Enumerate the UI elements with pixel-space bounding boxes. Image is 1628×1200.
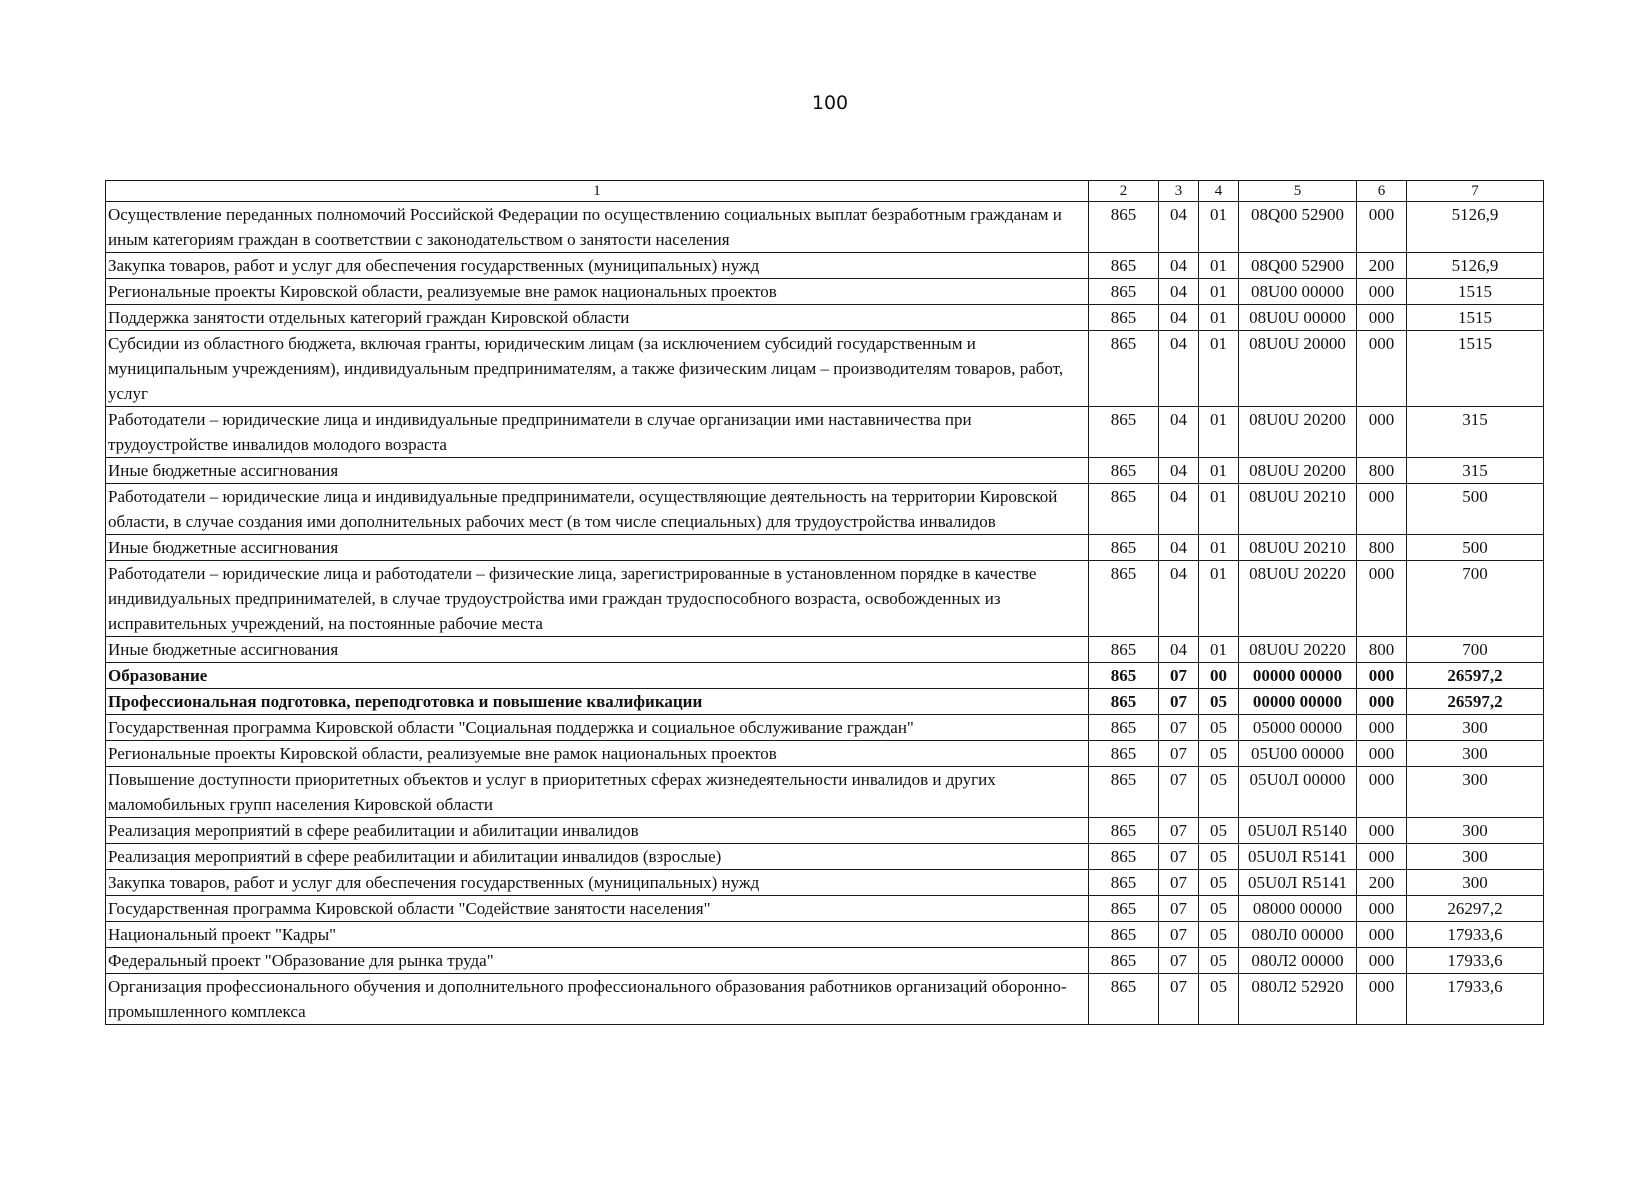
row-expense-type-cell: 000 [1357,922,1407,948]
row-amount-cell: 300 [1407,767,1544,818]
row-expense-type-cell: 000 [1357,279,1407,305]
row-expense-type-cell: 000 [1357,818,1407,844]
row-target-article-cell: 05U00 00000 [1239,741,1357,767]
row-amount-cell: 315 [1407,458,1544,484]
row-name-cell: Закупка товаров, работ и услуг для обеспечения государственных (муниципальных) нужд [106,870,1089,896]
header-cell: 7 [1407,181,1544,202]
row-target-article-cell: 08U0U 20220 [1239,637,1357,663]
row-amount-cell: 300 [1407,870,1544,896]
row-code-cell: 865 [1089,279,1159,305]
table-row [106,896,1544,922]
row-subsection-cell: 01 [1199,253,1239,279]
table-row [106,331,1544,407]
row-code-cell: 865 [1089,458,1159,484]
row-name-cell: Государственная программа Кировской области "Содействие занятости населения" [106,896,1089,922]
row-code-cell: 865 [1089,663,1159,689]
row-amount-cell: 26297,2 [1407,896,1544,922]
row-amount-cell: 1515 [1407,279,1544,305]
row-target-article-cell: 05U0Л R5140 [1239,818,1357,844]
row-target-article-cell: 05000 00000 [1239,715,1357,741]
row-code-cell: 865 [1089,715,1159,741]
row-section-cell: 04 [1159,535,1199,561]
table-row [106,407,1544,458]
row-target-article-cell: 08U0U 20220 [1239,561,1357,637]
table-row [106,202,1544,253]
row-expense-type-cell: 800 [1357,535,1407,561]
row-amount-cell: 700 [1407,561,1544,637]
row-subsection-cell: 01 [1199,202,1239,253]
row-subsection-cell: 05 [1199,844,1239,870]
row-section-cell: 04 [1159,561,1199,637]
row-name-cell: Повышение доступности приоритетных объектов и услуг в приоритетных сферах жизнедеятельности инвалидов и других маломобильных групп населения Кировской области [106,767,1089,818]
row-name-cell: Региональные проекты Кировской области, реализуемые вне рамок национальных проектов [106,741,1089,767]
row-section-cell: 04 [1159,279,1199,305]
row-subsection-cell: 01 [1199,458,1239,484]
header-cell: 5 [1239,181,1357,202]
row-expense-type-cell: 000 [1357,407,1407,458]
row-expense-type-cell: 000 [1357,741,1407,767]
row-amount-cell: 315 [1407,407,1544,458]
row-name-cell: Образование [106,663,1089,689]
row-expense-type-cell: 000 [1357,896,1407,922]
row-target-article-cell: 08U0U 20210 [1239,535,1357,561]
row-name-cell: Федеральный проект "Образование для рынка труда" [106,948,1089,974]
row-target-article-cell: 080Л2 00000 [1239,948,1357,974]
row-name-cell: Государственная программа Кировской области "Социальная поддержка и социальное обслуживание граждан" [106,715,1089,741]
row-code-cell: 865 [1089,741,1159,767]
row-expense-type-cell: 000 [1357,484,1407,535]
table-row [106,767,1544,818]
row-code-cell: 865 [1089,922,1159,948]
table-row [106,741,1544,767]
row-amount-cell: 300 [1407,818,1544,844]
header-cell: 1 [106,181,1089,202]
row-subsection-cell: 01 [1199,407,1239,458]
row-amount-cell: 300 [1407,715,1544,741]
row-code-cell: 865 [1089,305,1159,331]
row-target-article-cell: 08U0U 00000 [1239,305,1357,331]
row-section-cell: 07 [1159,741,1199,767]
row-section-cell: 07 [1159,896,1199,922]
row-name-cell: Национальный проект "Кадры" [106,922,1089,948]
table-row [106,663,1544,689]
row-amount-cell: 300 [1407,844,1544,870]
table-row [106,870,1544,896]
row-target-article-cell: 08U0U 20000 [1239,331,1357,407]
row-section-cell: 04 [1159,458,1199,484]
row-section-cell: 04 [1159,484,1199,535]
row-name-cell: Работодатели – юридические лица и работодатели – физические лица, зарегистрированные в установленном порядке в качестве индивидуальных предпринимателей, в случае трудоустройства ими граждан трудоспособного возраста, освобожденных из исправительных учреждений, на постоянные рабочие места [106,561,1089,637]
row-amount-cell: 5126,9 [1407,202,1544,253]
row-amount-cell: 17933,6 [1407,922,1544,948]
row-target-article-cell: 05U0Л R5141 [1239,844,1357,870]
row-code-cell: 865 [1089,561,1159,637]
row-name-cell: Профессиональная подготовка, переподготовка и повышение квалификации [106,689,1089,715]
row-target-article-cell: 08Q00 52900 [1239,253,1357,279]
row-code-cell: 865 [1089,870,1159,896]
row-subsection-cell: 05 [1199,741,1239,767]
row-amount-cell: 17933,6 [1407,974,1544,1025]
row-amount-cell: 5126,9 [1407,253,1544,279]
row-name-cell: Субсидии из областного бюджета, включая гранты, юридическим лицам (за исключением субсидий государственным и муниципальным учреждениям), индивидуальным предпринимателям, а также физическим лицам – производителям товаров, работ, услуг [106,331,1089,407]
table-row [106,561,1544,637]
row-amount-cell: 26597,2 [1407,663,1544,689]
row-target-article-cell: 080Л0 00000 [1239,922,1357,948]
table-row [106,948,1544,974]
row-name-cell: Реализация мероприятий в сфере реабилитации и абилитации инвалидов (взрослые) [106,844,1089,870]
row-code-cell: 865 [1089,253,1159,279]
row-subsection-cell: 05 [1199,818,1239,844]
table-row [106,844,1544,870]
row-target-article-cell: 00000 00000 [1239,663,1357,689]
row-subsection-cell: 05 [1199,896,1239,922]
table-row [106,974,1544,1025]
row-code-cell: 865 [1089,484,1159,535]
row-subsection-cell: 01 [1199,535,1239,561]
table-row [106,637,1544,663]
row-subsection-cell: 05 [1199,870,1239,896]
row-name-cell: Осуществление переданных полномочий Российской Федерации по осуществлению социальных выплат безработным гражданам и иным категориям граждан в соответствии с законодательством о занятости населения [106,202,1089,253]
row-target-article-cell: 08U0U 20210 [1239,484,1357,535]
row-subsection-cell: 05 [1199,689,1239,715]
row-amount-cell: 26597,2 [1407,689,1544,715]
row-name-cell: Реализация мероприятий в сфере реабилитации и абилитации инвалидов [106,818,1089,844]
row-code-cell: 865 [1089,896,1159,922]
table-row [106,458,1544,484]
row-name-cell: Иные бюджетные ассигнования [106,637,1089,663]
row-subsection-cell: 05 [1199,715,1239,741]
table-row [106,305,1544,331]
row-section-cell: 04 [1159,253,1199,279]
row-target-article-cell: 08U0U 20200 [1239,407,1357,458]
row-expense-type-cell: 200 [1357,870,1407,896]
header-cell: 6 [1357,181,1407,202]
row-section-cell: 07 [1159,974,1199,1025]
row-code-cell: 865 [1089,535,1159,561]
row-section-cell: 04 [1159,331,1199,407]
row-section-cell: 07 [1159,663,1199,689]
table-row [106,818,1544,844]
row-expense-type-cell: 000 [1357,948,1407,974]
row-name-cell: Региональные проекты Кировской области, реализуемые вне рамок национальных проектов [106,279,1089,305]
row-section-cell: 04 [1159,637,1199,663]
row-section-cell: 04 [1159,202,1199,253]
row-code-cell: 865 [1089,974,1159,1025]
row-section-cell: 04 [1159,407,1199,458]
row-section-cell: 07 [1159,689,1199,715]
page-number: 100 [811,92,849,114]
row-code-cell: 865 [1089,844,1159,870]
table-row [106,253,1544,279]
row-expense-type-cell: 000 [1357,974,1407,1025]
row-expense-type-cell: 000 [1357,331,1407,407]
row-code-cell: 865 [1089,202,1159,253]
row-section-cell: 07 [1159,715,1199,741]
row-section-cell: 07 [1159,767,1199,818]
row-subsection-cell: 01 [1199,484,1239,535]
row-subsection-cell: 05 [1199,767,1239,818]
row-code-cell: 865 [1089,637,1159,663]
header-cell: 2 [1089,181,1159,202]
row-name-cell: Поддержка занятости отдельных категорий граждан Кировской области [106,305,1089,331]
row-subsection-cell: 05 [1199,948,1239,974]
row-amount-cell: 1515 [1407,331,1544,407]
table-row [106,715,1544,741]
row-code-cell: 865 [1089,948,1159,974]
row-name-cell: Работодатели – юридические лица и индивидуальные предприниматели в случае организации ими наставничества при трудоустройстве инвалидов молодого возраста [106,407,1089,458]
row-code-cell: 865 [1089,689,1159,715]
row-target-article-cell: 05U0Л 00000 [1239,767,1357,818]
row-target-article-cell: 05U0Л R5141 [1239,870,1357,896]
row-section-cell: 07 [1159,948,1199,974]
row-code-cell: 865 [1089,331,1159,407]
row-expense-type-cell: 000 [1357,689,1407,715]
row-expense-type-cell: 800 [1357,458,1407,484]
row-subsection-cell: 01 [1199,637,1239,663]
row-section-cell: 04 [1159,305,1199,331]
row-name-cell: Закупка товаров, работ и услуг для обеспечения государственных (муниципальных) нужд [106,253,1089,279]
row-target-article-cell: 080Л2 52920 [1239,974,1357,1025]
row-code-cell: 865 [1089,407,1159,458]
budget-table [105,180,1544,1025]
row-amount-cell: 1515 [1407,305,1544,331]
row-name-cell: Организация профессионального обучения и дополнительного профессионального образования работников организаций оборонно-промышленного комплекса [106,974,1089,1025]
row-expense-type-cell: 000 [1357,767,1407,818]
row-expense-type-cell: 000 [1357,202,1407,253]
row-section-cell: 07 [1159,844,1199,870]
row-amount-cell: 500 [1407,484,1544,535]
row-section-cell: 07 [1159,922,1199,948]
row-expense-type-cell: 000 [1357,561,1407,637]
row-target-article-cell: 08Q00 52900 [1239,202,1357,253]
row-name-cell: Иные бюджетные ассигнования [106,535,1089,561]
header-cell: 4 [1199,181,1239,202]
row-expense-type-cell: 000 [1357,715,1407,741]
row-target-article-cell: 00000 00000 [1239,689,1357,715]
row-amount-cell: 500 [1407,535,1544,561]
table-row [106,279,1544,305]
row-subsection-cell: 01 [1199,561,1239,637]
table-row [106,484,1544,535]
table-row [106,535,1544,561]
table-header-row [106,181,1544,202]
header-cell: 3 [1159,181,1199,202]
row-amount-cell: 700 [1407,637,1544,663]
row-section-cell: 07 [1159,818,1199,844]
row-target-article-cell: 08U00 00000 [1239,279,1357,305]
row-subsection-cell: 01 [1199,305,1239,331]
row-subsection-cell: 01 [1199,331,1239,407]
row-target-article-cell: 08U0U 20200 [1239,458,1357,484]
row-expense-type-cell: 000 [1357,844,1407,870]
row-target-article-cell: 08000 00000 [1239,896,1357,922]
row-subsection-cell: 01 [1199,279,1239,305]
row-expense-type-cell: 000 [1357,305,1407,331]
row-subsection-cell: 00 [1199,663,1239,689]
row-amount-cell: 17933,6 [1407,948,1544,974]
table-body [106,181,1544,1025]
row-code-cell: 865 [1089,818,1159,844]
row-expense-type-cell: 800 [1357,637,1407,663]
row-subsection-cell: 05 [1199,922,1239,948]
table-row [106,689,1544,715]
row-name-cell: Работодатели – юридические лица и индивидуальные предприниматели, осуществляющие деятельность на территории Кировской области, в случае создания ими дополнительных рабочих мест (в том числе специальных) для трудоустройства инвалидов [106,484,1089,535]
row-name-cell: Иные бюджетные ассигнования [106,458,1089,484]
row-section-cell: 07 [1159,870,1199,896]
row-amount-cell: 300 [1407,741,1544,767]
row-expense-type-cell: 200 [1357,253,1407,279]
row-code-cell: 865 [1089,767,1159,818]
row-expense-type-cell: 000 [1357,663,1407,689]
table-row [106,922,1544,948]
row-subsection-cell: 05 [1199,974,1239,1025]
